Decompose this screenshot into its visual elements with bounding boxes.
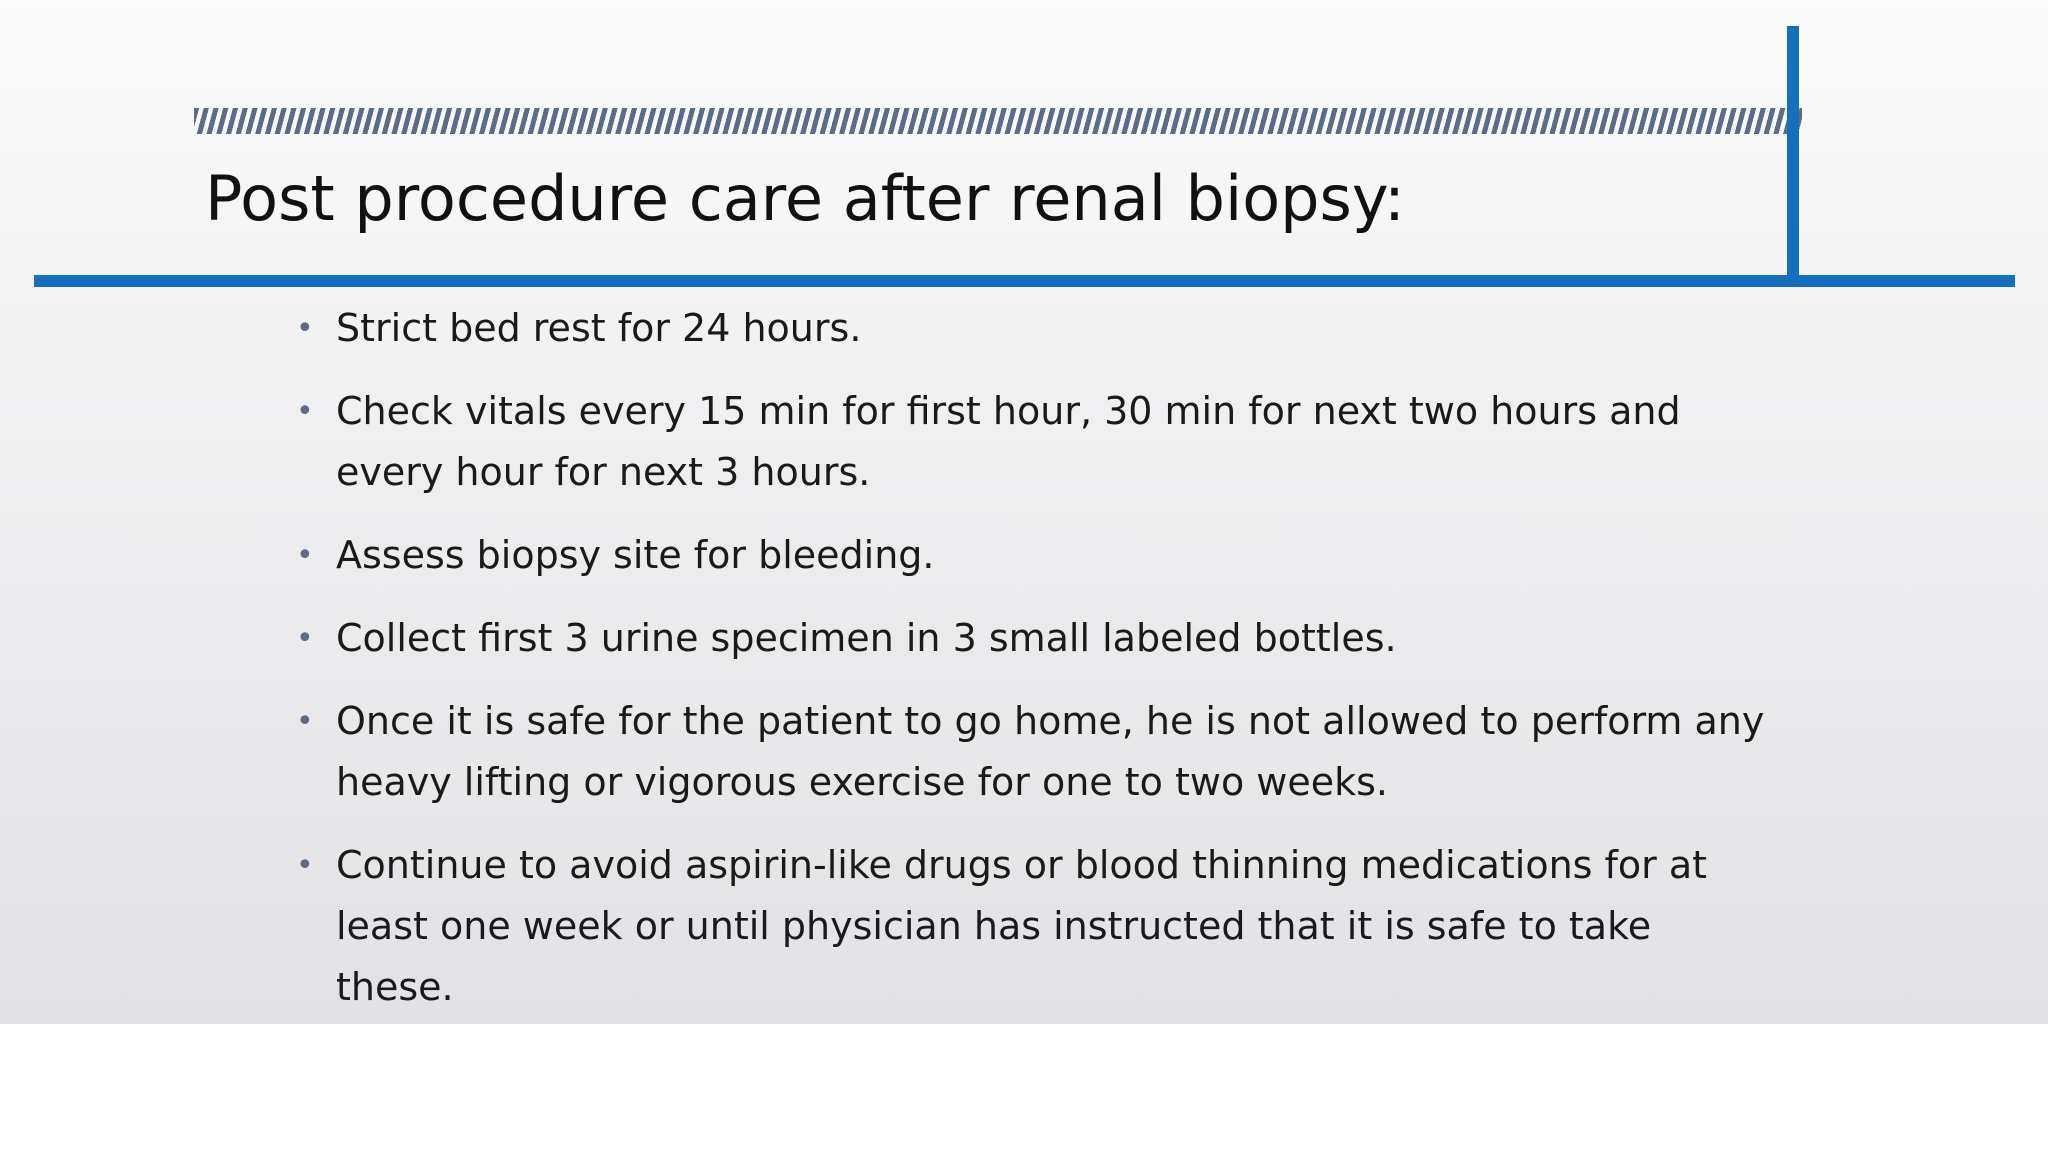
bullet-icon: • — [296, 621, 314, 656]
bullet-icon: • — [296, 394, 314, 429]
bullet-item — [296, 691, 1776, 813]
bullet-item — [296, 381, 1776, 503]
horizontal-accent-bar — [34, 275, 2015, 287]
bullet-text: Check vitals every 15 min for first hour, 30 min for next two hours and every hour for next 3 hours. — [336, 389, 1681, 494]
bullet-item — [296, 835, 1776, 1018]
bullet-text: Continue to avoid aspirin-like drugs or blood thinning medications for at least one week or until physician has instructed that it is safe to take these. — [336, 843, 1708, 1009]
bullet-text: Strict bed rest for 24 hours. — [336, 306, 862, 350]
slide-title: Post procedure care after renal biopsy: — [205, 162, 1405, 235]
bullet-text: Once it is safe for the patient to go home, he is not allowed to perform any heavy lifting or vigorous exercise for one to two weeks. — [336, 699, 1765, 804]
bullet-icon: • — [296, 848, 314, 883]
vertical-accent-bar — [1787, 26, 1799, 280]
bullet-item — [296, 298, 1776, 359]
bullet-item — [296, 525, 1776, 586]
bullet-icon: • — [296, 538, 314, 573]
bullet-text: Assess biopsy site for bleeding. — [336, 533, 935, 577]
bullet-icon: • — [296, 704, 314, 739]
bullet-item — [296, 608, 1776, 669]
bullet-list — [296, 298, 1776, 1024]
bullet-icon: • — [296, 311, 314, 346]
bullet-text: Collect first 3 urine specimen in 3 small labeled bottles. — [336, 616, 1397, 660]
hatched-stripe-decoration — [194, 108, 1802, 134]
